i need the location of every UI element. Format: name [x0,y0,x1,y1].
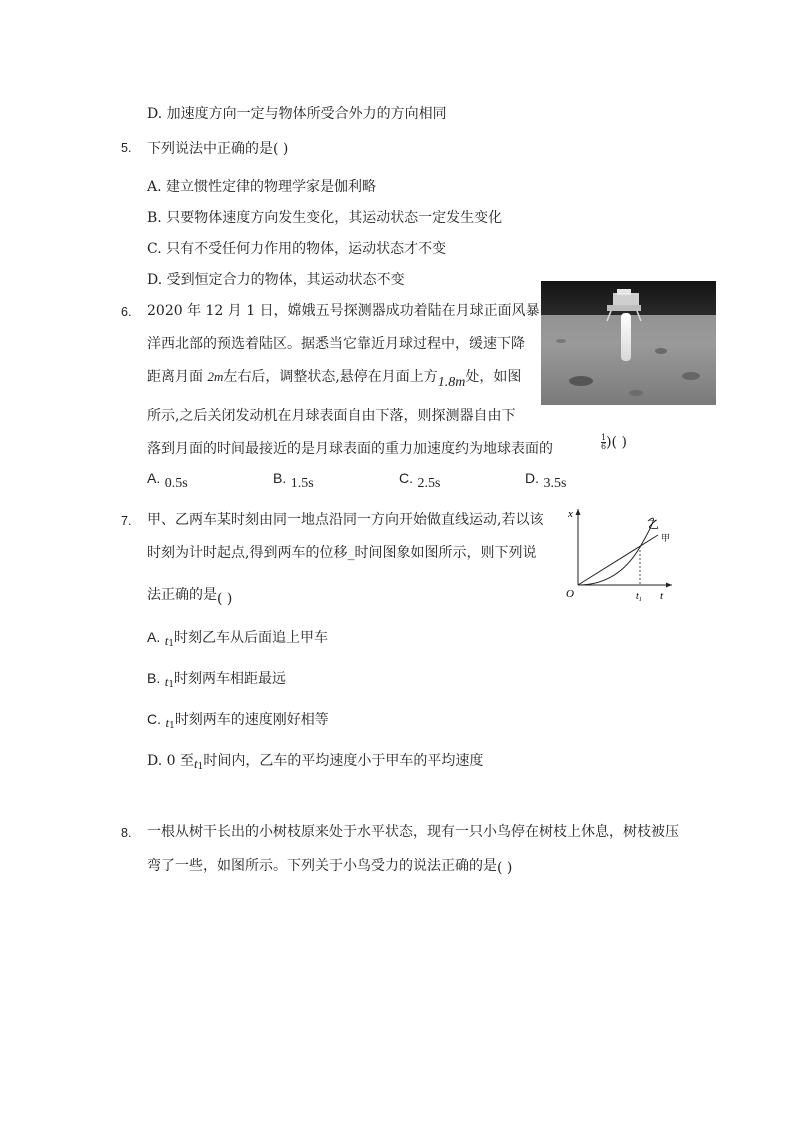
q7-option-a-label: A. [147,629,161,645]
q6-line-1: 2020 年 12 月 1 日，嫦娥五号探测器成功着陆在月球正面风暴 [147,303,540,319]
q7-line-1: 甲、乙两车某时刻由同一地点沿同一方向开始做直线运动,若以该 [147,512,544,528]
q7-xt-graph-svg [560,503,675,603]
q6-option-a-label: A. [147,470,161,486]
q5-option-b: B. 只要物体速度方向发生变化，其运动状态一定发生变化 [147,210,503,226]
q6-option-b-value: 1.5s [290,476,314,491]
q6-option-c-value: 2.5s [417,476,441,491]
q7-line-jia [578,535,658,585]
q7-option-c-text: 时刻两车的速度刚好相等 [174,712,329,728]
q5-number: 5. [121,141,132,155]
q7-label-t: t [660,590,664,602]
q8-line-2-text: 弯了一些，如图所示。下列关于小鸟受力的说法正确的是 [147,858,497,874]
q7-option-d-a: D. 0 至 [147,753,194,769]
q6-line-5: 落到月面的时间最接近的是月球表面的重力加速度约为地球表面的 [147,441,553,457]
q7-line-3 [147,584,233,607]
q5-stem-text: 下列说法中正确的是 [147,141,273,157]
q6-option-d [525,470,567,491]
q6-height-2m: 2m [207,369,224,384]
q7-option-b-t: t [164,674,169,689]
q7-label-t1-t: t [636,591,639,602]
q7-option-b-label: B. [147,670,161,686]
q8-answer-paren: ( ) [497,860,513,876]
q7-option-c-sub: 1 [169,721,175,731]
q5-answer-paren: ( ) [273,141,289,157]
q6-lander-photo [541,281,716,405]
q6-option-d-value: 3.5s [543,476,567,491]
q7-option-d-sub: 1 [197,762,204,772]
q7-t-axis-arrow-icon [666,583,672,588]
q6-line-3-a: 距离月面 [147,369,203,385]
q5-option-d: D. 受到恒定合力的物体，其运动状态不变 [147,272,405,288]
q7-label-origin: O [566,588,574,600]
q6-option-a-value: 0.5s [164,476,188,491]
q7-label-jia: 甲 [661,533,671,543]
q7-line-2: 时刻为计时起点,得到两车的位移_时间图象如图所示，则下列说 [147,545,537,561]
q7-curve-yi [578,518,653,585]
q7-xt-graph [560,503,675,603]
q6-line-3 [147,366,522,390]
q6-fraction-denominator: 6 [601,442,607,451]
q7-option-d [147,750,483,772]
q7-answer-paren: ( ) [217,591,233,607]
q8-number: 8. [121,826,132,840]
q8-line-2 [147,855,512,875]
q7-option-d-t: t [193,756,198,771]
q7-label-yi: 乙 [648,519,659,531]
q6-fraction-numerator: 1 [601,433,607,442]
q6-answer-paren: )( ) [606,434,627,451]
q6-option-a [147,470,188,491]
q7-option-c-label: C. [147,711,161,727]
q7-option-b [147,668,286,690]
q6-option-c [399,470,441,491]
q7-x-axis-arrow-icon [576,509,581,515]
q6-height-1-8m: 1.8m [437,375,466,390]
q7-option-b-text: 时刻两车相距最远 [174,671,287,687]
q7-option-b-sub: 1 [168,680,175,690]
q7-label-x: x [568,508,573,520]
q7-option-a-t: t [164,633,169,648]
q6-lander-image [541,281,716,405]
q7-option-a-text: 时刻乙车从后面追上甲车 [174,630,329,646]
q6-option-d-label: D. [525,470,539,486]
q7-label-t1-sub: 1 [638,597,642,603]
q5-stem [147,138,288,158]
q6-line-2: 洋西北部的预选着陆区。据悉当它靠近月球过程中，缓速下降 [147,336,525,352]
q6-line-4: 所示,之后关闭发动机在月球表面自由下落，则探测器自由下 [147,408,516,424]
q6-line-3-b: 左右后，调整状态,悬停在月面上方 [223,369,438,385]
q7-option-a-sub: 1 [168,639,175,649]
q7-option-d-b: 时间内，乙车的平均速度小于甲车的平均速度 [203,753,484,769]
q7-number: 7. [121,514,132,528]
q6-fraction-tail [601,434,627,451]
q8-line-1: 一根从树干长出的小树枝原来处于水平状态，现有一只小鸟停在树枝上休息，树枝被压 [147,824,679,840]
q5-option-a: A. 建立惯性定律的物理学家是伽利略 [147,179,377,195]
q6-option-c-label: C. [399,470,413,486]
q6-option-b-label: B. [273,470,287,486]
q7-option-a [147,627,328,649]
q6-option-b [273,470,314,491]
q7-label-t1 [636,591,642,603]
q7-option-c-t: t [165,715,170,730]
q7-option-c [147,709,329,731]
q7-line-3-text: 法正确的是 [147,587,217,603]
q4-option-d: D. 加速度方向一定与物体所受合外力的方向相同 [147,106,447,122]
q6-number: 6. [121,305,132,319]
q6-line-3-c: 处，如图 [465,369,522,385]
q5-option-c: C. 只有不受任何力作用的物体，运动状态才不变 [147,241,447,257]
